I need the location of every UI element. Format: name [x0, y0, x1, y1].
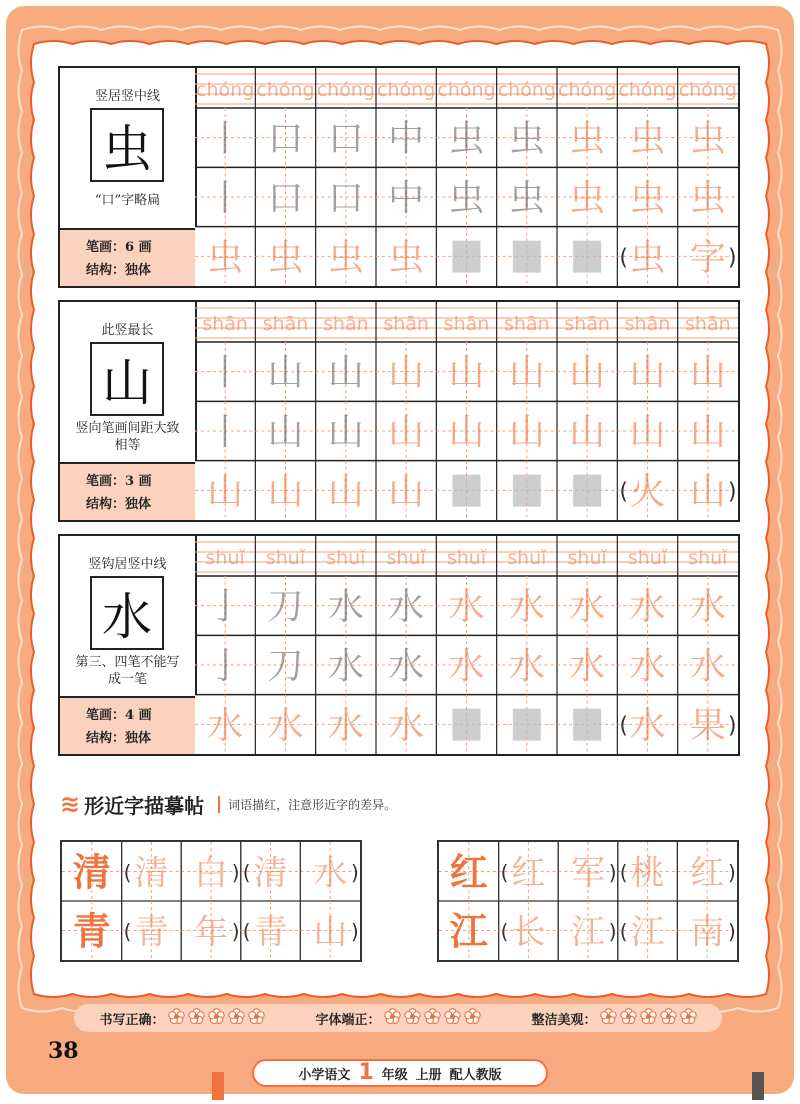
- hint-top: 竖钩居竖中线: [88, 557, 167, 572]
- pinyin-trace: shān: [323, 313, 369, 335]
- edge-color-strip: [752, 1072, 764, 1100]
- trace-character: 水: [313, 853, 348, 894]
- word-bracket-left: (: [500, 919, 509, 944]
- trace-character: 年: [194, 912, 228, 953]
- pinyin-trace: shān: [564, 313, 610, 335]
- stroke-order-character: 虫: [689, 177, 726, 219]
- trace-character: 青: [134, 912, 169, 953]
- model-character-box: [90, 108, 164, 182]
- word-bracket-right: ): [728, 713, 737, 739]
- trace-character: 虫: [388, 237, 425, 279]
- trace-character: 虫: [267, 237, 304, 279]
- word-bracket-left: (: [123, 919, 132, 944]
- stroke-order-character: 山: [327, 352, 364, 394]
- flower-rating-icon[interactable]: [168, 1008, 185, 1025]
- word-bracket-right: ): [608, 860, 617, 885]
- trace-character: 字: [689, 237, 726, 279]
- footer-banner: [252, 1059, 548, 1087]
- stroke-order-character: 虫: [629, 177, 666, 219]
- stroke-order-character: 丨: [207, 411, 244, 453]
- structure-type: 结构：独体: [86, 263, 152, 278]
- footer-subject: 小学语文: [298, 1067, 351, 1083]
- trace-character: 清: [134, 853, 169, 894]
- trace-character: 果: [689, 705, 726, 747]
- word-bracket-right: ): [608, 919, 617, 944]
- flower-rating-icon[interactable]: [600, 1008, 617, 1025]
- pinyin-trace: chóng: [316, 79, 375, 101]
- word-bracket-left: (: [242, 919, 251, 944]
- stroke-order-character: 水: [629, 586, 666, 628]
- flower-rating-icon[interactable]: [188, 1008, 205, 1025]
- stroke-order-character: 山: [267, 352, 304, 394]
- word-bracket-left: (: [619, 860, 628, 885]
- section-instruction: 词语描红，注意形近字的差异。: [218, 796, 396, 813]
- pinyin-trace: shuǐ: [507, 547, 547, 569]
- trace-character: 白: [194, 853, 228, 894]
- character-placeholder: [513, 709, 541, 741]
- flower-rating-icon[interactable]: [208, 1008, 225, 1025]
- stroke-order-character: 水: [327, 586, 364, 628]
- practice-block-2: [58, 300, 740, 522]
- section-title: 形近字描摹帖: [84, 793, 205, 818]
- footer-grade: 年级: [381, 1067, 408, 1083]
- word-bracket-left: (: [619, 245, 628, 271]
- trace-character: 清: [253, 853, 288, 894]
- writing-grid[interactable]: [195, 302, 738, 520]
- page-number: 38: [48, 1038, 79, 1064]
- stroke-order-character: 山: [388, 352, 425, 394]
- stroke-order-character: 山: [569, 411, 606, 453]
- flower-rating-icon[interactable]: [620, 1008, 637, 1025]
- stroke-order-character: 口: [327, 118, 364, 160]
- trace-character: 军: [571, 853, 605, 894]
- stroke-order-character: 水: [569, 586, 606, 628]
- rating-flowers[interactable]: [381, 1008, 481, 1029]
- trace-character: 山: [313, 912, 348, 953]
- model-character: 山: [102, 354, 152, 412]
- stroke-order-character: 山: [448, 352, 485, 394]
- trace-character: 长: [511, 912, 546, 953]
- word-bracket-left: (: [242, 860, 251, 885]
- flower-rating-icon[interactable]: [404, 1008, 421, 1025]
- phrase-grid[interactable]: [439, 842, 737, 960]
- stroke-order-character: 虫: [448, 118, 485, 160]
- pinyin-trace: shān: [443, 313, 490, 335]
- stroke-info: [60, 696, 195, 754]
- trace-character: 虫: [629, 237, 666, 279]
- stroke-order-character: 山: [388, 411, 425, 453]
- trace-character: 青: [253, 912, 288, 953]
- edge-color-strip: [212, 1072, 224, 1100]
- word-bracket-right: ): [728, 919, 736, 944]
- hint-bottom: 第三、四笔不能写成一笔: [75, 655, 180, 687]
- pinyin-trace: shān: [262, 313, 309, 335]
- pinyin-trace: chóng: [437, 79, 496, 101]
- stroke-order-character: 山: [689, 411, 726, 453]
- writing-grid[interactable]: [195, 68, 738, 286]
- stroke-order-character: 丨: [207, 177, 244, 219]
- flower-rating-icon[interactable]: [384, 1008, 401, 1025]
- stroke-order-character: 水: [448, 586, 485, 628]
- hint-top: 此竖最长: [101, 323, 154, 338]
- trace-character: 水: [629, 705, 666, 747]
- stroke-order-character: 虫: [508, 177, 545, 219]
- trace-character: 山: [327, 471, 364, 513]
- stroke-order-character: 虫: [448, 177, 485, 219]
- trace-character: 红: [690, 853, 725, 894]
- character-placeholder: [573, 241, 601, 273]
- phrase-group-left: [60, 840, 362, 962]
- trace-character: 山: [388, 471, 425, 513]
- trace-character: 虫: [207, 237, 244, 279]
- stroke-order-character: 虫: [508, 118, 545, 160]
- flower-rating-icon[interactable]: [680, 1008, 697, 1025]
- stroke-info: [60, 462, 195, 520]
- pinyin-trace: shuǐ: [627, 547, 668, 569]
- practice-block-3: [58, 534, 740, 756]
- pinyin-trace: shān: [624, 313, 671, 335]
- stroke-order-character: 山: [267, 411, 304, 453]
- practice-block-1: [58, 66, 740, 288]
- character-info-panel: [60, 302, 197, 520]
- word-bracket-right: ): [728, 860, 736, 885]
- trace-character: 水: [207, 705, 244, 747]
- evaluation-item: [99, 1008, 264, 1029]
- trace-character: 南: [690, 912, 725, 953]
- character-placeholder: [573, 709, 601, 741]
- pinyin-trace: shuǐ: [688, 547, 728, 569]
- stroke-order-character: 虫: [689, 118, 726, 160]
- hint-bottom: 竖向笔画间距大致相等: [75, 421, 180, 453]
- trace-character: 山: [207, 471, 244, 513]
- trace-character: 山: [689, 471, 726, 513]
- model-character-box: [90, 576, 164, 650]
- stroke-order-character: 刀: [267, 645, 304, 687]
- word-bracket-right: ): [728, 245, 737, 271]
- word-bracket-right: ): [728, 479, 737, 505]
- stroke-order-character: 口: [267, 177, 304, 219]
- pinyin-trace: shuǐ: [446, 547, 487, 569]
- lead-character: 红: [449, 849, 488, 895]
- pinyin-trace: shān: [383, 313, 429, 335]
- flower-rating-icon[interactable]: [424, 1008, 441, 1025]
- pinyin-trace: shuǐ: [386, 547, 426, 569]
- stroke-order-character: 山: [569, 352, 606, 394]
- character-placeholder: [453, 709, 481, 741]
- similar-characters-heading: [60, 790, 396, 818]
- character-placeholder: [453, 241, 481, 273]
- pinyin-trace: shuǐ: [265, 547, 306, 569]
- stroke-order-character: 山: [629, 411, 666, 453]
- stroke-count: 笔画：6 画: [86, 240, 152, 255]
- stroke-order-character: 口: [267, 118, 304, 160]
- stroke-count: 笔画：4 画: [86, 708, 152, 723]
- evaluation-item: [531, 1008, 696, 1029]
- evaluation-label: 整洁美观：: [531, 1012, 597, 1028]
- trace-character: 江: [571, 912, 605, 953]
- stroke-order-character: 山: [689, 352, 726, 394]
- structure-type: 结构：独体: [86, 731, 152, 746]
- flower-rating-icon[interactable]: [228, 1008, 245, 1025]
- flower-rating-icon[interactable]: [660, 1008, 677, 1025]
- rating-flowers[interactable]: [165, 1008, 265, 1029]
- pinyin-trace: chóng: [256, 79, 315, 101]
- stroke-order-character: 虫: [629, 118, 666, 160]
- evaluation-label: 字体端正：: [315, 1012, 381, 1028]
- trace-character: 江: [630, 912, 665, 953]
- word-bracket-left: (: [123, 860, 132, 885]
- trace-character: 水: [327, 705, 364, 747]
- footer-volume: 上册: [415, 1067, 442, 1083]
- trace-character: 火: [629, 471, 666, 513]
- stroke-count: 笔画：3 画: [86, 474, 152, 489]
- trace-character: 桃: [630, 853, 665, 894]
- pinyin-trace: chóng: [497, 79, 556, 101]
- hint-bottom: “口”字略扁: [94, 193, 161, 208]
- phrase-grid[interactable]: [62, 842, 360, 960]
- trace-character: 山: [267, 471, 304, 513]
- flower-rating-icon[interactable]: [248, 1008, 265, 1025]
- stroke-order-character: 刀: [267, 586, 304, 628]
- stroke-order-character: 虫: [569, 118, 606, 160]
- model-character: 虫: [102, 120, 152, 178]
- flower-rating-icon[interactable]: [444, 1008, 461, 1025]
- pinyin-trace: chóng: [196, 79, 255, 101]
- structure-type: 结构：独体: [86, 497, 152, 512]
- pinyin-trace: shān: [685, 313, 731, 335]
- stroke-order-character: 水: [508, 645, 545, 687]
- trace-character: 水: [267, 705, 304, 747]
- lead-character: 青: [72, 908, 111, 954]
- stroke-order-character: 水: [448, 645, 485, 687]
- word-bracket-right: ): [231, 919, 240, 944]
- footer-grade-number: 1: [358, 1060, 374, 1085]
- stroke-order-character: 水: [569, 645, 606, 687]
- pinyin-trace: chóng: [678, 79, 737, 101]
- word-bracket-right: ): [351, 860, 359, 885]
- lead-character: 清: [72, 849, 111, 895]
- pinyin-trace: shān: [202, 313, 248, 335]
- character-placeholder: [573, 475, 601, 507]
- stroke-order-character: 水: [327, 645, 364, 687]
- stroke-order-character: 口: [327, 177, 364, 219]
- evaluation-item: [315, 1008, 480, 1029]
- model-character: 水: [102, 588, 152, 646]
- character-placeholder: [513, 475, 541, 507]
- evaluation-bar: [74, 1004, 722, 1032]
- stroke-order-character: 水: [629, 645, 666, 687]
- word-bracket-left: (: [619, 713, 628, 739]
- character-placeholder: [513, 241, 541, 273]
- trace-character: 水: [388, 705, 425, 747]
- word-bracket-right: ): [351, 919, 359, 944]
- stroke-order-character: 亅: [207, 645, 244, 687]
- pinyin-trace: shuǐ: [205, 547, 245, 569]
- stroke-order-character: 虫: [569, 177, 606, 219]
- stroke-order-character: 水: [388, 645, 425, 687]
- stroke-order-character: 中: [388, 118, 425, 160]
- word-bracket-right: ): [231, 860, 240, 885]
- flower-rating-icon[interactable]: [640, 1008, 657, 1025]
- pinyin-trace: shuǐ: [326, 547, 366, 569]
- phrase-group-right: [437, 840, 739, 962]
- stroke-order-character: 丨: [207, 352, 244, 394]
- wave-lines-icon: ≋: [60, 790, 81, 818]
- character-info-panel: [60, 68, 197, 286]
- writing-grid[interactable]: [195, 536, 738, 754]
- lead-character: 江: [449, 908, 488, 954]
- pinyin-trace: shuǐ: [567, 547, 607, 569]
- word-bracket-left: (: [619, 919, 628, 944]
- hint-top: 竖居竖中线: [94, 89, 160, 104]
- pinyin-trace: chóng: [377, 79, 436, 101]
- word-bracket-left: (: [500, 860, 509, 885]
- stroke-order-character: 山: [629, 352, 666, 394]
- stroke-order-character: 山: [508, 411, 545, 453]
- pinyin-trace: chóng: [558, 79, 617, 101]
- stroke-order-character: 水: [508, 586, 545, 628]
- trace-character: 红: [511, 853, 546, 894]
- stroke-order-character: 水: [689, 645, 726, 687]
- character-placeholder: [453, 475, 481, 507]
- stroke-order-character: 丨: [207, 118, 244, 160]
- pinyin-trace: chóng: [618, 79, 677, 101]
- character-info-panel: [60, 536, 197, 754]
- stroke-order-character: 山: [327, 411, 364, 453]
- flower-rating-icon[interactable]: [464, 1008, 481, 1025]
- word-bracket-left: (: [619, 479, 628, 505]
- stroke-order-character: 山: [508, 352, 545, 394]
- stroke-info: [60, 228, 195, 286]
- stroke-order-character: 水: [388, 586, 425, 628]
- pinyin-trace: shān: [504, 313, 550, 335]
- trace-character: 虫: [327, 237, 364, 279]
- stroke-order-character: 亅: [207, 586, 244, 628]
- stroke-order-character: 水: [689, 586, 726, 628]
- stroke-order-character: 山: [448, 411, 485, 453]
- rating-flowers[interactable]: [597, 1008, 697, 1029]
- footer-edition: 配人教版: [449, 1067, 502, 1083]
- stroke-order-character: 中: [388, 177, 425, 219]
- model-character-box: [90, 342, 164, 416]
- evaluation-label: 书写正确：: [99, 1012, 165, 1028]
